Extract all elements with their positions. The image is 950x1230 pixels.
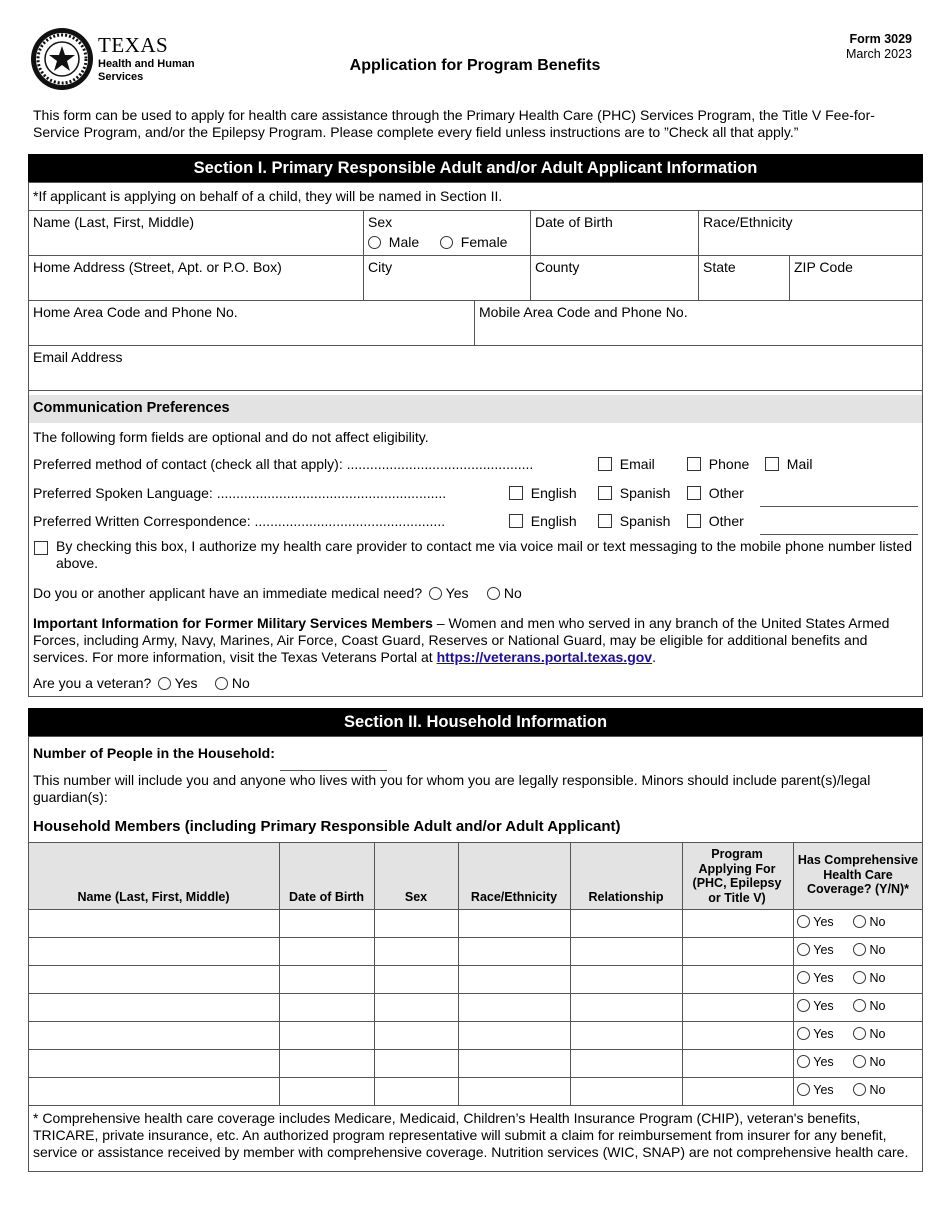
num-people-input[interactable] [280,770,387,771]
sex-female-option[interactable]: Female [440,234,507,250]
coverage-yes[interactable]: Yes [797,971,834,985]
coverage-yes[interactable]: Yes [797,915,834,929]
authorize-text: By checking this box, I authorize my health care provider to contact me via voice mail or text messaging to the mobile phone number listed above. [56,538,912,571]
spoken-other-option[interactable]: Other [687,485,744,501]
mobile-phone-field[interactable]: Mobile Area Code and Phone No. [479,304,688,320]
form-number-block [846,32,912,62]
medical-need-no-radio [487,587,500,600]
veteran-no[interactable]: No [215,675,250,691]
coverage-no[interactable]: No [853,999,885,1013]
spoken-spanish-option[interactable]: Spanish [598,485,670,501]
contact-mail-option[interactable]: Mail [765,456,812,472]
form-date: March 2023 [845,47,912,61]
coverage-no[interactable]: No [853,1083,885,1097]
coverage-yes[interactable]: Yes [797,1055,834,1069]
col-sex-header: Sex [404,890,428,904]
medical-need-yes[interactable]: Yes [429,585,468,601]
spoken-other-input[interactable] [760,506,918,507]
dob-field[interactable]: Date of Birth [535,214,613,230]
coverage-yes[interactable]: Yes [797,943,834,957]
written-other-option[interactable]: Other [687,513,744,529]
military-info-text: – Women and men who served in any branch of the United States Armed Forces, including Army, Navy, Marines, Air Force, Coast Guard, Reserves or National Guard, may be eligible for additional benefits and services. For more information, visit the Texas Veterans Portal at [33,615,890,665]
coverage-no[interactable]: No [853,915,885,929]
race-field[interactable]: Race/Ethnicity [703,214,793,230]
contact-email-checkbox [598,457,612,471]
table-row[interactable] [28,910,923,938]
section1-note: *If applicant is applying on behalf of a child, they will be named in Section II. [33,188,503,204]
spoken-english-option[interactable]: English [509,485,577,501]
col-name-header: Name (Last, First, Middle) [77,890,230,904]
medical-need-question: Do you or another applicant have an immediate medical need? [33,585,423,601]
table-row[interactable] [28,938,923,966]
written-spanish-option[interactable]: Spanish [598,513,670,529]
col-coverage-header: Has Comprehensive Health Care Coverage? (Y/N)* [797,853,919,896]
authorize-checkbox[interactable] [34,541,48,555]
written-english-option[interactable]: English [509,513,577,529]
veterans-portal-link[interactable]: https://veterans.portal.texas.gov [436,649,653,665]
contact-method-label: Preferred method of contact (check all that apply): ................................................ [33,456,534,472]
table-row[interactable] [28,966,923,994]
form-number: Form 3029 [849,32,912,46]
num-people-label: Number of People in the Household: [33,745,275,761]
zip-field[interactable]: ZIP Code [794,259,853,275]
female-radio [440,236,453,249]
coverage-no[interactable]: No [853,943,885,957]
written-spanish-checkbox [598,514,612,528]
military-info-title: Important Information for Former Military Services Members [33,615,433,631]
table-row[interactable] [28,1022,923,1050]
state-field[interactable]: State [703,259,736,275]
logo-hhs-line: Health and Human [98,58,195,70]
male-radio [368,236,381,249]
sex-male-option[interactable]: Male [368,234,419,250]
coverage-footnote: * Comprehensive health care coverage includes Medicare, Medicaid, Children’s Health Insurance Program (CHIP), veteran's benefits, TRICARE, private insurance, etc. An authorized program representative will submit a claim for reimbursement from insurer for any benefit, service or assistance received by member with comprehensive coverage. Nutrition services (WIC, SNAP) are not comprehensive health care. [33,1110,909,1160]
logo-texas-text: TEXAS [98,33,169,57]
household-rows [28,910,923,1106]
authorize-checkbox-wrap[interactable] [34,540,48,556]
written-english-checkbox [509,514,523,528]
logo-services-line: Services [98,71,144,83]
veteran-yes-radio [158,677,171,690]
sex-label: Sex [368,214,393,230]
address-field[interactable]: Home Address (Street, Apt. or P.O. Box) [33,259,282,275]
coverage-no[interactable]: No [853,971,885,985]
table-row[interactable] [28,1078,923,1106]
spoken-english-checkbox [509,486,523,500]
col-race-header: Race/Ethnicity [470,890,558,904]
contact-mail-checkbox [765,457,779,471]
household-members-title: Household Members (including Primary Responsible Adult and/or Adult Applicant) [33,818,621,835]
name-field[interactable]: Name (Last, First, Middle) [33,214,195,230]
written-language-label: Preferred Written Correspondence: ................................................. [33,513,446,529]
col-program-header: Program Applying For (PHC, Epilepsy or Title V) [692,847,782,905]
contact-phone-checkbox [687,457,701,471]
table-row[interactable] [28,994,923,1022]
coverage-yes[interactable]: Yes [797,1083,834,1097]
comm-pref-note: The following form fields are optional and do not affect eligibility. [33,429,429,445]
medical-need-yes-radio [429,587,442,600]
email-field[interactable]: Email Address [33,349,123,365]
city-field[interactable]: City [368,259,393,275]
coverage-yes[interactable]: Yes [797,1027,834,1041]
num-people-note: This number will include you and anyone who lives with you for whom you are legally responsible. Minors should include parent(s)/legal guardian(s): [33,772,871,805]
written-other-input[interactable] [760,534,918,535]
written-other-checkbox [687,514,701,528]
col-relationship-header: Relationship [588,890,664,904]
table-row[interactable] [28,1050,923,1078]
contact-phone-option[interactable]: Phone [687,456,749,472]
military-info: Important Information for Former Military Services Members – Women and men who served in any branch of the United States Armed Forces, including Army, Navy, Marines, Air Force, Coast Guard, Reserves or National Guard, may be eligible for additional benefits and services. For more information, visit the Texas Veterans Portal at https://veterans.portal.texas.gov. [33,615,890,665]
veteran-yes[interactable]: Yes [158,675,197,691]
coverage-yes[interactable]: Yes [797,999,834,1013]
comm-pref-title: Communication Preferences [33,400,230,416]
form-title: Application for Program Benefits [349,57,601,74]
spoken-other-checkbox [687,486,701,500]
veteran-no-radio [215,677,228,690]
coverage-no[interactable]: No [853,1055,885,1069]
coverage-no[interactable]: No [853,1027,885,1041]
spoken-language-label: Preferred Spoken Language: ........................................................... [33,485,447,501]
county-field[interactable]: County [535,259,580,275]
intro-text: This form can be used to apply for health care assistance through the Primary Health Care (PHC) Services Program, the Title V Fee-for-Service Program, and/or the Epilepsy Program. Please complete every field unless instructions are to ”Check all that apply.” [33,107,875,140]
col-dob-header: Date of Birth [289,890,364,904]
medical-need-no[interactable]: No [487,585,522,601]
section1-header: Section I. Primary Responsible Adult and/or Adult Applicant Information [28,154,923,182]
home-phone-field[interactable]: Home Area Code and Phone No. [33,304,238,320]
veteran-question: Are you a veteran? [33,675,152,691]
section2-header: Section II. Household Information [28,708,923,736]
spoken-spanish-checkbox [598,486,612,500]
contact-email-option[interactable]: Email [598,456,655,472]
